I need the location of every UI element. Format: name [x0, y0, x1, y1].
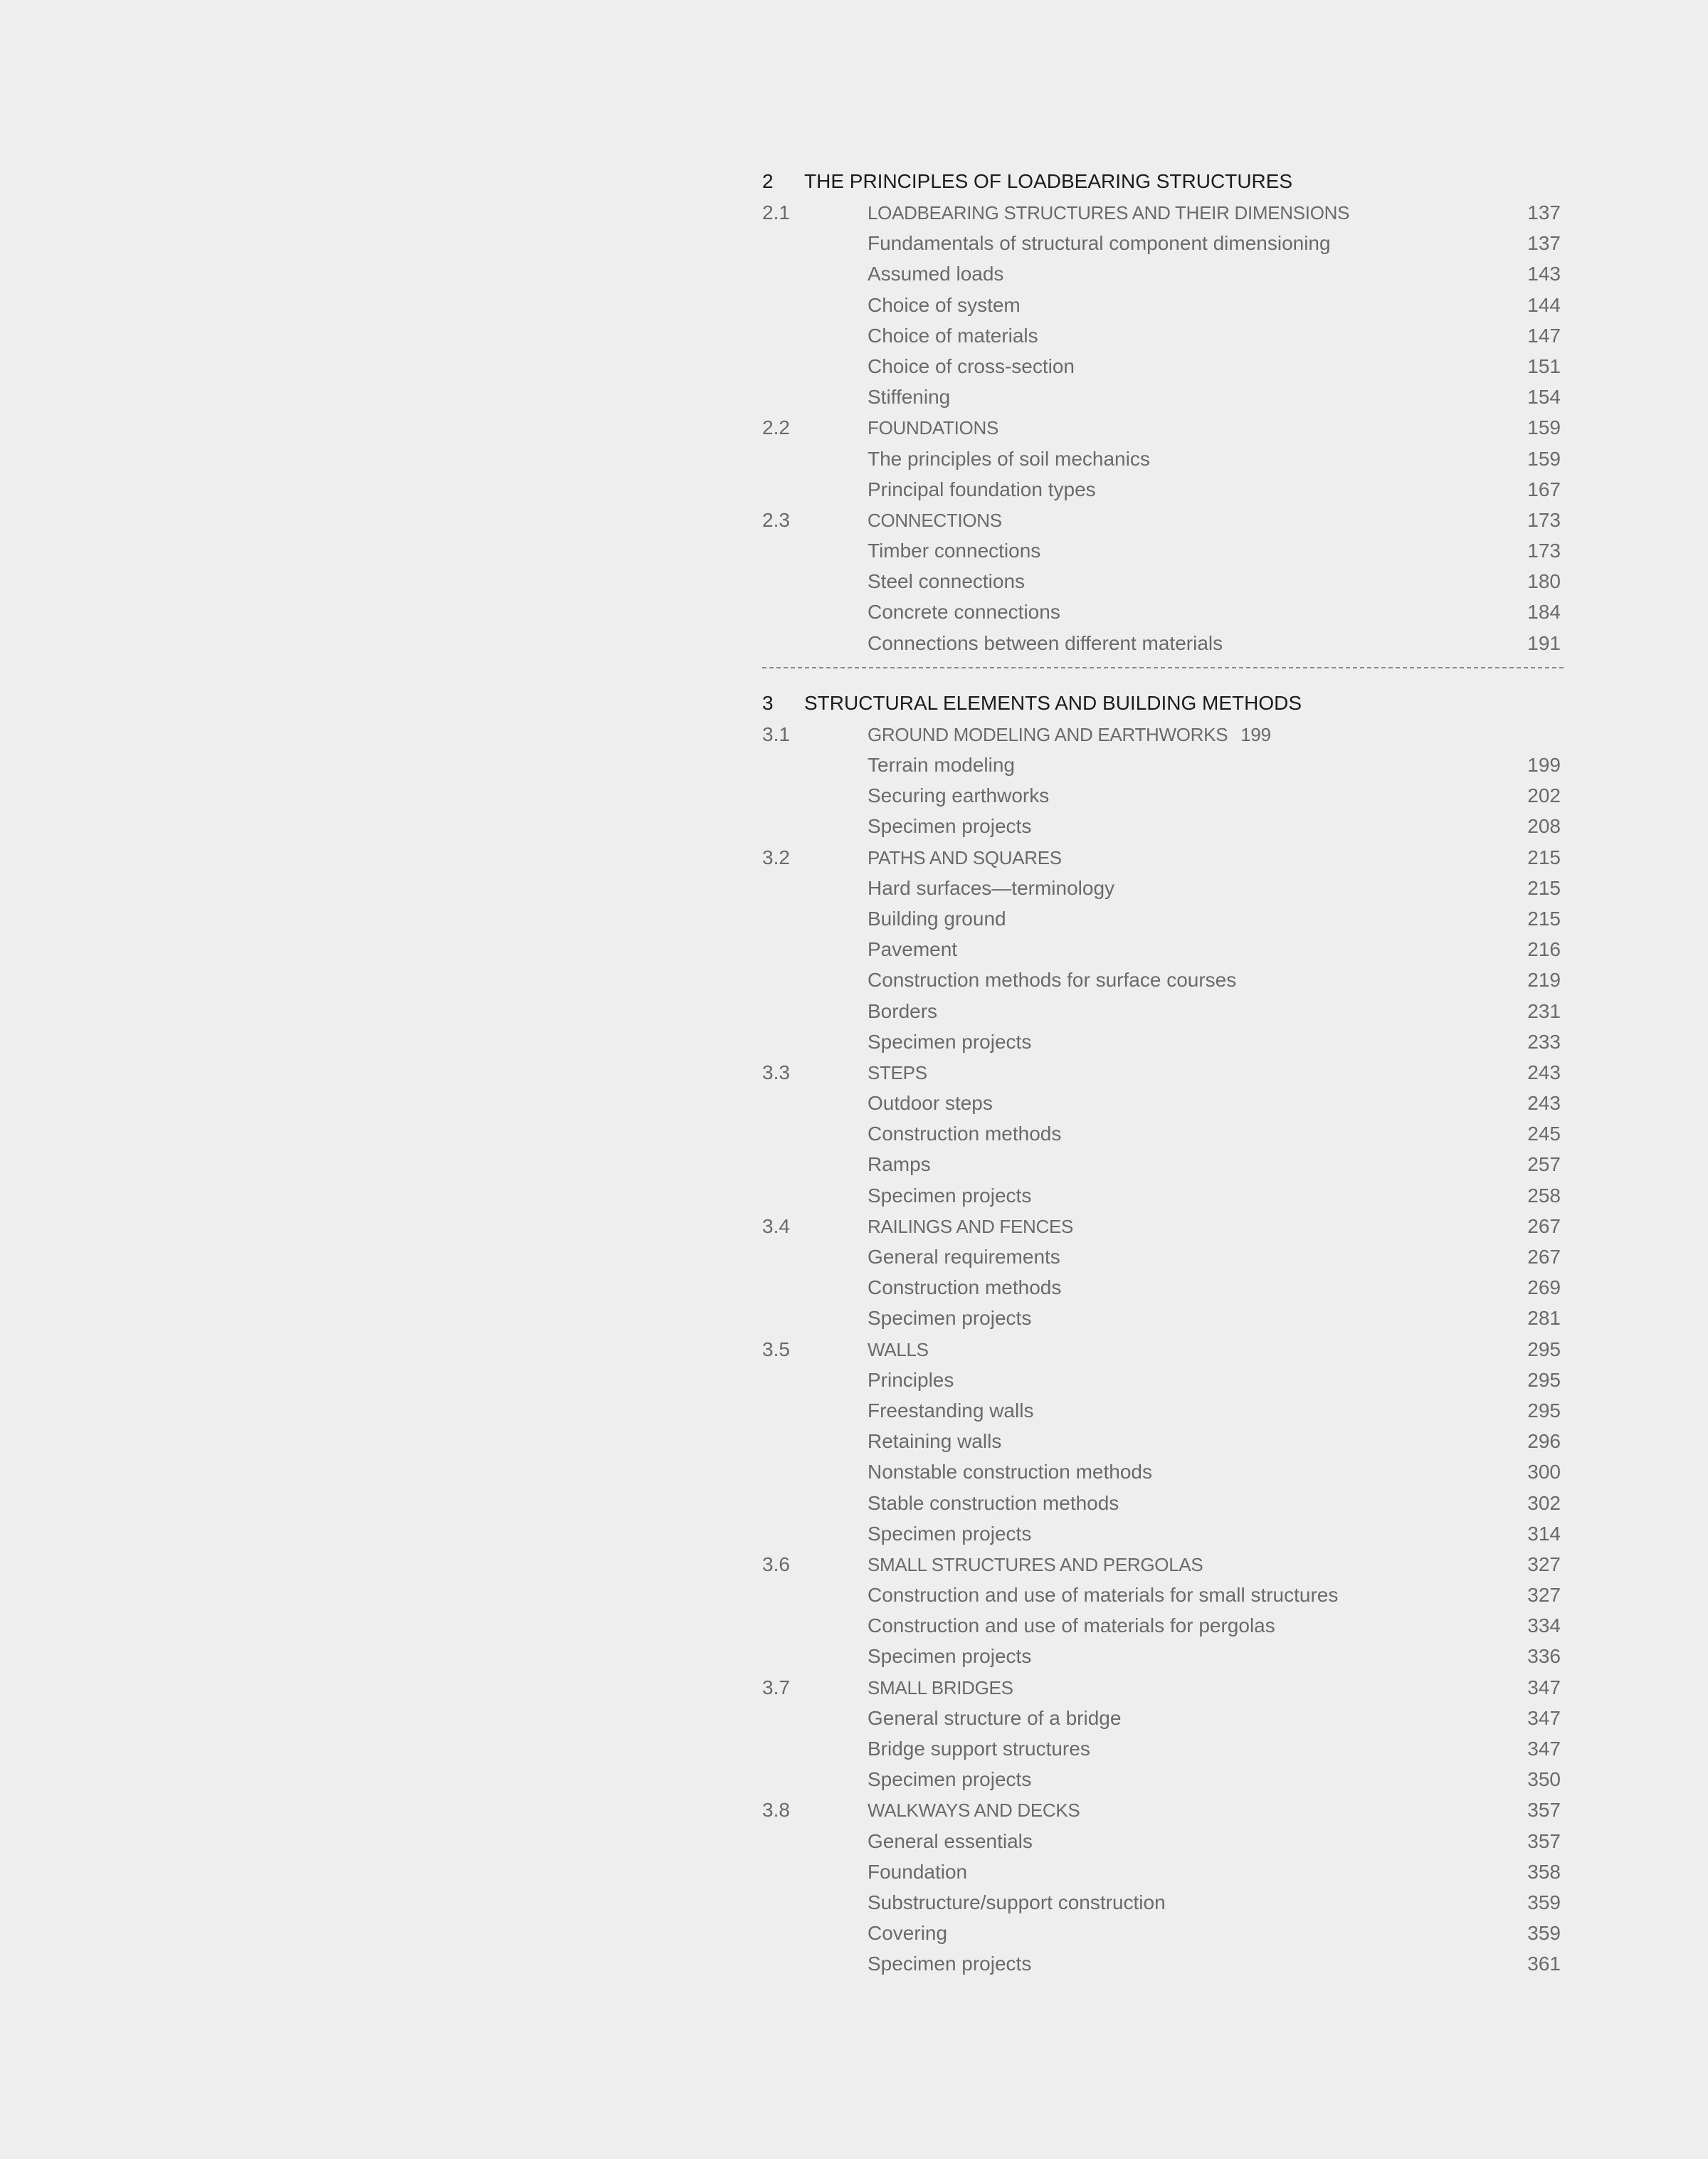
subsection-row[interactable]: [762, 535, 1564, 566]
subsection-row[interactable]: [762, 1426, 1564, 1456]
subsection-title: [868, 1856, 1518, 1887]
entry-label: Outdoor steps: [868, 1092, 993, 1115]
subsection-row[interactable]: [762, 1918, 1564, 1948]
subsection-row[interactable]: [762, 903, 1564, 934]
subsection-row[interactable]: [762, 1303, 1564, 1333]
inline-page-number: 199: [1240, 723, 1271, 745]
subsection-row[interactable]: [762, 258, 1564, 289]
subsection-title: [868, 873, 1518, 903]
entry-label: Specimen projects: [868, 1184, 1032, 1207]
page-number: 231: [1527, 999, 1561, 1022]
subsection-title: [868, 1395, 1518, 1426]
section-row[interactable]: [762, 1795, 1564, 1825]
entry-label: RAILINGS AND FENCES: [868, 1215, 1074, 1237]
section-title: [868, 1335, 1518, 1365]
subsection-title: [868, 1180, 1518, 1211]
page-number: 143: [1527, 263, 1561, 285]
subsection-row[interactable]: [762, 320, 1564, 351]
entry-label: LOADBEARING STRUCTURES AND THEIR DIMENSIONS: [868, 202, 1350, 224]
subsection-row[interactable]: [762, 1764, 1564, 1795]
entry-label: Connections between different materials: [868, 631, 1223, 654]
page-number: 233: [1527, 1030, 1561, 1053]
page-number: 167: [1527, 478, 1561, 500]
subsection-row[interactable]: [762, 1856, 1564, 1887]
entry-label: Timber connections: [868, 540, 1041, 562]
section-title: [868, 1673, 1518, 1703]
section-title: [868, 1058, 1518, 1088]
entry-label: Principles: [868, 1368, 954, 1391]
entry-label: Retaining walls: [868, 1430, 1002, 1453]
table-of-contents: [762, 166, 1564, 1980]
page-number: 215: [1527, 907, 1561, 930]
page-number: 296: [1527, 1430, 1561, 1453]
subsection-row[interactable]: [762, 996, 1564, 1026]
subsection-title: [868, 1456, 1518, 1487]
page-number: 173: [1527, 508, 1561, 531]
subsection-row[interactable]: [762, 750, 1564, 780]
entry-label: Covering: [868, 1922, 948, 1945]
page-number: 334: [1527, 1614, 1561, 1637]
subsection-title: [868, 811, 1518, 841]
page-number: 159: [1527, 447, 1561, 470]
entry-label: General requirements: [868, 1246, 1060, 1268]
subsection-row[interactable]: [762, 1180, 1564, 1211]
section-number: 2.2: [762, 416, 790, 439]
subsection-title: [868, 750, 1518, 780]
subsection-row[interactable]: [762, 290, 1564, 320]
subsection-row[interactable]: [762, 1641, 1564, 1671]
page-number: 215: [1527, 846, 1561, 868]
page-number: 147: [1527, 324, 1561, 347]
page-number: 327: [1527, 1553, 1561, 1575]
subsection-title: [868, 1703, 1518, 1733]
page-number: 137: [1527, 232, 1561, 255]
page-number: 151: [1527, 354, 1561, 377]
subsection-row[interactable]: [762, 1948, 1564, 1979]
section-row[interactable]: [762, 1672, 1564, 1703]
page-number: 159: [1527, 416, 1561, 439]
subsection-title: [868, 780, 1518, 811]
subsection-title: [868, 1826, 1518, 1856]
subsection-row[interactable]: [762, 628, 1564, 658]
subsection-title: [868, 258, 1518, 289]
section-row[interactable]: [762, 842, 1564, 873]
subsection-row[interactable]: [762, 443, 1564, 474]
section-row[interactable]: [762, 1549, 1564, 1580]
section-number: 2.3: [762, 508, 790, 531]
page-number: 347: [1527, 1676, 1561, 1698]
page-number: 327: [1527, 1584, 1561, 1607]
subsection-row[interactable]: [762, 1456, 1564, 1487]
entry-label: Building ground: [868, 907, 1006, 930]
chapter-heading: [762, 688, 1564, 719]
subsection-title: [868, 1088, 1518, 1118]
chapter-list: [762, 166, 1564, 1980]
entry-label: Substructure/support construction: [868, 1891, 1166, 1913]
page-number: 347: [1527, 1706, 1561, 1729]
subsection-row[interactable]: [762, 1610, 1564, 1641]
section-title: [868, 198, 1518, 228]
page-number: 180: [1527, 570, 1561, 593]
subsection-title: [868, 290, 1518, 320]
section-number: 3.2: [762, 846, 790, 868]
entry-label: Specimen projects: [868, 1953, 1032, 1975]
subsection-title: [868, 1241, 1518, 1272]
entry-label: Construction and use of materials for pergolas: [868, 1614, 1275, 1637]
page-number: 191: [1527, 631, 1561, 654]
subsection-title: [868, 1948, 1518, 1979]
subsection-title: [868, 1365, 1518, 1395]
subsection-title: [868, 474, 1518, 505]
chapter-block: [762, 166, 1564, 658]
page-number: 257: [1527, 1153, 1561, 1176]
section-number: 3.7: [762, 1676, 790, 1698]
page-number: 245: [1527, 1123, 1561, 1145]
subsection-title: [868, 1918, 1518, 1948]
subsection-row[interactable]: [762, 1488, 1564, 1518]
subsection-title: [868, 628, 1518, 658]
subsection-title: [868, 903, 1518, 934]
entry-label: Concrete connections: [868, 601, 1060, 624]
entry-label: Construction methods: [868, 1276, 1062, 1299]
page-number: 215: [1527, 876, 1561, 899]
entry-label: Choice of system: [868, 293, 1021, 316]
subsection-title: [868, 1518, 1518, 1549]
entry-label: Construction methods: [868, 1123, 1062, 1145]
entry-label: Nonstable construction methods: [868, 1461, 1152, 1483]
page-number: 357: [1527, 1829, 1561, 1852]
subsection-title: [868, 1733, 1518, 1764]
entry-label: Securing earthworks: [868, 784, 1050, 807]
subsection-row[interactable]: [762, 228, 1564, 258]
entry-label: Stiffening: [868, 386, 951, 409]
subsection-title: [868, 535, 1518, 566]
subsection-row[interactable]: [762, 597, 1564, 627]
page-number: 199: [1527, 754, 1561, 776]
section-number: 3.3: [762, 1061, 790, 1083]
chapter-number: 3: [762, 691, 774, 714]
subsection-title: [868, 566, 1518, 597]
subsection-title: [868, 1764, 1518, 1795]
page-number: 357: [1527, 1799, 1561, 1822]
section-number: 3.8: [762, 1799, 790, 1822]
subsection-row[interactable]: [762, 1826, 1564, 1856]
entry-label: Freestanding walls: [868, 1399, 1034, 1422]
page-number: 300: [1527, 1461, 1561, 1483]
entry-label: FOUNDATIONS: [868, 417, 998, 439]
subsection-title: [868, 1026, 1518, 1057]
section-title: [868, 843, 1518, 873]
page-number: 281: [1527, 1307, 1561, 1330]
section-title: [868, 505, 1518, 536]
page-number: 358: [1527, 1860, 1561, 1883]
section-number: 2.1: [762, 201, 790, 224]
entry-label: Bridge support structures: [868, 1738, 1090, 1760]
entry-label: Specimen projects: [868, 815, 1032, 838]
subsection-title: [868, 1580, 1518, 1610]
entry-label: Terrain modeling: [868, 754, 1015, 776]
subsection-row[interactable]: [762, 382, 1564, 412]
page-number: 336: [1527, 1645, 1561, 1668]
subsection-row[interactable]: [762, 1733, 1564, 1764]
entry-label: SMALL STRUCTURES AND PERGOLAS: [868, 1553, 1203, 1575]
section-row[interactable]: [762, 1057, 1564, 1088]
chapter-number: 2: [762, 170, 774, 192]
entry-label: Principal foundation types: [868, 478, 1096, 500]
page-number: 202: [1527, 784, 1561, 807]
section-number: 3.5: [762, 1338, 790, 1360]
entry-label: Stable construction methods: [868, 1491, 1119, 1514]
page-number: 295: [1527, 1368, 1561, 1391]
entry-label: General essentials: [868, 1829, 1033, 1852]
subsection-row[interactable]: [762, 1703, 1564, 1733]
subsection-title: [868, 1887, 1518, 1918]
chapter-heading: [762, 166, 1564, 197]
entry-label: Fundamentals of structural component dimensioning: [868, 232, 1331, 255]
subsection-title: [868, 443, 1518, 474]
section-row[interactable]: [762, 412, 1564, 443]
subsection-title: [868, 1272, 1518, 1303]
subsection-title: [868, 1149, 1518, 1180]
entry-label: General structure of a bridge: [868, 1706, 1122, 1729]
section-title: [868, 1212, 1518, 1242]
entry-label: STEPS: [868, 1061, 927, 1083]
page-number: 295: [1527, 1399, 1561, 1422]
page-number: 216: [1527, 938, 1561, 961]
page-number: 302: [1527, 1491, 1561, 1514]
entry-label: Steel connections: [868, 570, 1026, 593]
section-title: [868, 413, 1518, 443]
subsection-title: [868, 996, 1518, 1026]
chapter-block: [762, 688, 1564, 1980]
chapter-title: STRUCTURAL ELEMENTS AND BUILDING METHODS: [804, 691, 1302, 714]
subsection-title: [868, 320, 1518, 351]
page-number: 314: [1527, 1522, 1561, 1545]
entry-label: Foundation: [868, 1860, 968, 1883]
subsection-row[interactable]: [762, 1241, 1564, 1272]
page-number: 258: [1527, 1184, 1561, 1207]
section-number: 3.6: [762, 1553, 790, 1575]
subsection-title: [868, 1641, 1518, 1671]
subsection-row[interactable]: [762, 1088, 1564, 1118]
page-number: 173: [1527, 540, 1561, 562]
entry-label: PATHS AND SQUARES: [868, 846, 1062, 868]
page-number: 137: [1527, 201, 1561, 224]
subsection-row[interactable]: [762, 1118, 1564, 1149]
subsection-title: [868, 934, 1518, 965]
entry-label: Specimen projects: [868, 1307, 1032, 1330]
subsection-row[interactable]: [762, 474, 1564, 505]
page-number: 347: [1527, 1738, 1561, 1760]
subsection-title: [868, 1488, 1518, 1518]
entry-label: Borders: [868, 999, 938, 1022]
page-number: 184: [1527, 601, 1561, 624]
entry-label: Pavement: [868, 938, 958, 961]
entry-label: WALKWAYS AND DECKS: [868, 1800, 1080, 1822]
subsection-row[interactable]: [762, 1395, 1564, 1426]
section-row[interactable]: [762, 197, 1564, 228]
section-row[interactable]: [762, 1334, 1564, 1365]
section-row[interactable]: [762, 719, 1564, 750]
entry-label: Choice of cross-section: [868, 354, 1075, 377]
subsection-row[interactable]: [762, 934, 1564, 965]
page-number: 267: [1527, 1246, 1561, 1268]
subsection-row[interactable]: [762, 965, 1564, 995]
page-number: 219: [1527, 969, 1561, 992]
page-number: 144: [1527, 293, 1561, 316]
subsection-row[interactable]: [762, 1518, 1564, 1549]
entry-label: Construction and use of materials for small structures: [868, 1584, 1339, 1607]
subsection-row[interactable]: [762, 566, 1564, 597]
chapter-separator: [762, 667, 1564, 668]
subsection-row[interactable]: [762, 1580, 1564, 1610]
subsection-title: [868, 1426, 1518, 1456]
page-number: 243: [1527, 1061, 1561, 1083]
page-number: 361: [1527, 1953, 1561, 1975]
entry-label: Specimen projects: [868, 1030, 1032, 1053]
page-number: 267: [1527, 1214, 1561, 1237]
entry-label: Ramps: [868, 1153, 931, 1176]
subsection-row[interactable]: [762, 1365, 1564, 1395]
subsection-title: [868, 382, 1518, 412]
section-title: [868, 1550, 1518, 1580]
page-number: 208: [1527, 815, 1561, 838]
subsection-title: [868, 1303, 1518, 1333]
subsection-row[interactable]: [762, 1887, 1564, 1918]
subsection-title: [868, 228, 1518, 258]
subsection-title: [868, 1610, 1518, 1641]
chapter-title: THE PRINCIPLES OF LOADBEARING STRUCTURES: [804, 170, 1293, 192]
subsection-title: [868, 965, 1518, 995]
entry-label: Hard surfaces—terminology: [868, 876, 1115, 899]
subsection-row[interactable]: [762, 873, 1564, 903]
entry-label: GROUND MODELING AND EARTHWORKS: [868, 723, 1228, 745]
page-number: 350: [1527, 1768, 1561, 1791]
subsection-row[interactable]: [762, 1026, 1564, 1057]
entry-label: Construction methods for surface courses: [868, 969, 1237, 992]
subsection-row[interactable]: [762, 811, 1564, 841]
entry-label: CONNECTIONS: [868, 509, 1002, 531]
subsection-row[interactable]: [762, 1272, 1564, 1303]
page-number: 359: [1527, 1891, 1561, 1913]
page-number: 269: [1527, 1276, 1561, 1299]
entry-label: Specimen projects: [868, 1645, 1032, 1668]
subsection-row[interactable]: [762, 351, 1564, 382]
section-number: 3.4: [762, 1214, 790, 1237]
section-title: [868, 720, 1518, 750]
entry-label: Choice of materials: [868, 324, 1038, 347]
section-title: [868, 1795, 1518, 1826]
subsection-title: [868, 351, 1518, 382]
page-number: 154: [1527, 386, 1561, 409]
subsection-title: [868, 1118, 1518, 1149]
section-row[interactable]: [762, 505, 1564, 535]
subsection-title: [868, 597, 1518, 627]
subsection-row[interactable]: [762, 780, 1564, 811]
page-number: 359: [1527, 1922, 1561, 1945]
entry-label: Specimen projects: [868, 1522, 1032, 1545]
section-row[interactable]: [762, 1211, 1564, 1241]
page-number: 295: [1527, 1338, 1561, 1360]
entry-label: WALLS: [868, 1338, 929, 1360]
subsection-row[interactable]: [762, 1149, 1564, 1180]
entry-label: Assumed loads: [868, 263, 1004, 285]
section-number: 3.1: [762, 723, 790, 745]
entry-label: The principles of soil mechanics: [868, 447, 1150, 470]
page-number: 243: [1527, 1092, 1561, 1115]
entry-label: Specimen projects: [868, 1768, 1032, 1791]
entry-label: SMALL BRIDGES: [868, 1676, 1013, 1698]
